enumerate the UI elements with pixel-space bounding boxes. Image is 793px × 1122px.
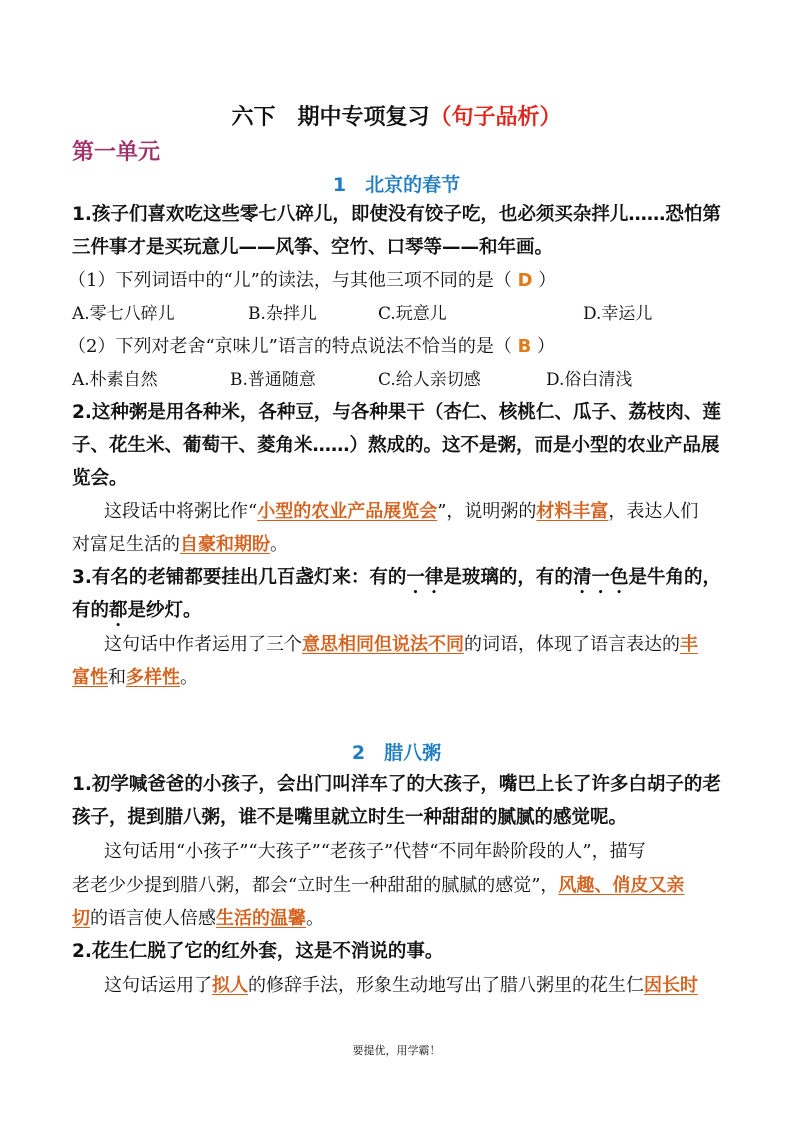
question-line — [72, 940, 443, 964]
text-segment: 这句话运用了 — [104, 975, 212, 996]
answer-highlight: 因长时 — [644, 975, 698, 996]
text-segment: 是牛角的， — [628, 567, 721, 588]
text-segment: 老老少少提到腊八粥，都会“立时生一种甜甜的腻腻的感觉”， — [72, 875, 559, 896]
text-segment: 对富足生活的 — [72, 534, 180, 555]
text-segment: 这段话中将粥比作“ — [104, 501, 258, 522]
text-segment: 这句话中作者运用了三个 — [104, 634, 302, 655]
text-segment: ） — [531, 336, 556, 357]
question-line — [72, 599, 202, 631]
text-segment: 这句话用“小孩子”“大孩子”“老孩子”代替“不同年龄阶段的人”，描写 — [104, 841, 646, 862]
text-line — [72, 874, 684, 898]
emphasis-text: 一律 — [406, 567, 444, 588]
text-line — [72, 907, 324, 931]
footer-slogan: 要提优，用学霸！ — [352, 1044, 441, 1057]
text-segment: 。 — [270, 534, 288, 555]
text-segment: （1）下列词语中的“儿”的读法，与其他三项不同的是（ — [68, 270, 518, 291]
text-segment: ，表达人们 — [608, 501, 699, 522]
choice-option: C.给人亲切感 — [378, 370, 481, 390]
choice-option: A.零七八碎儿 — [72, 304, 175, 324]
title-highlight: （句子品析） — [429, 105, 562, 130]
choice-option: D.俗白清浅 — [546, 370, 633, 390]
answer-letter: D — [517, 270, 533, 291]
emphasis-text: 都 — [109, 600, 128, 621]
question-line — [72, 566, 721, 598]
answer-highlight: 材料丰富 — [536, 501, 609, 522]
text-segment: （2）下列对老舍“京味儿”语言的特点说法不恰当的是（ — [68, 336, 518, 357]
choice-option: A.朴素自然 — [72, 370, 158, 390]
answer-highlight: 意思相同但说法不同 — [302, 634, 464, 655]
text-segment: 子、花生米、葡萄干、菱角米……）熬成的。这不是粥，而是小型的农业产品展 — [72, 435, 720, 456]
answer-highlight: 拟人 — [212, 975, 248, 996]
text-segment: 1.孩子们喜欢吃这些零七八碎儿，即使没有饺子吃，也必须买杂拌儿……恐怕第 — [72, 204, 721, 225]
text-segment: 。 — [306, 908, 324, 929]
text-line — [68, 269, 556, 293]
text-segment: 2.这种粥是用各种米，各种豆，与各种果干（杏仁、核桃仁、瓜子、荔枝肉、莲 — [72, 402, 721, 423]
text-segment: 3.有名的老铺都要挂出几百盏灯来：有的 — [72, 567, 407, 588]
choice-option: B.杂拌儿 — [248, 304, 317, 324]
question-line — [72, 401, 721, 425]
answer-highlight: 生活的温馨 — [216, 908, 306, 929]
answer-highlight: 富性 — [72, 667, 108, 688]
text-segment: 2.花生仁脱了它的红外套，这是不消说的事。 — [72, 941, 444, 962]
text-segment: 孩子，提到腊八粥，谁不是嘴里就立时生一种甜甜的腻腻的感觉呢。 — [72, 807, 628, 828]
choice-option: C.玩意儿 — [378, 304, 447, 324]
question-line — [72, 806, 627, 830]
choice-option: D.幸运儿 — [583, 304, 653, 324]
text-line — [104, 974, 698, 998]
text-segment: ”，说明粥的 — [437, 501, 537, 522]
text-segment: 的语言使人倍感 — [90, 908, 216, 929]
answer-highlight: 自豪和期盼 — [180, 534, 270, 555]
unit-heading: 第一单元 — [72, 140, 161, 165]
answer-highlight: 风趣、俏皮又亲 — [558, 875, 685, 896]
question-line — [72, 773, 721, 797]
text-line — [72, 666, 198, 690]
text-segment: ） — [532, 270, 557, 291]
answer-letter: B — [517, 336, 532, 357]
title-main: 六下 期中专项复习 — [231, 105, 430, 130]
text-segment: 是纱灯。 — [127, 600, 202, 621]
text-line — [104, 633, 698, 657]
answer-highlight: 丰 — [680, 634, 698, 655]
question-line — [72, 236, 553, 260]
text-segment: 的词语，体现了语言表达的 — [464, 634, 680, 655]
text-segment: 。 — [180, 667, 198, 688]
answer-highlight: 小型的农业产品展览会 — [257, 501, 438, 522]
answer-highlight: 多样性 — [126, 667, 180, 688]
question-line — [72, 203, 721, 227]
text-segment: 三件事才是买玩意儿——风筝、空竹、口琴等——和年画。 — [72, 237, 554, 258]
page-title — [0, 100, 793, 131]
text-segment: 1.初学喊爸爸的小孩子，会出门叫洋车了的大孩子，嘴巴上长了许多白胡子的老 — [72, 774, 721, 795]
lesson-heading-1: 1 北京的春节 — [332, 174, 461, 196]
text-segment: 是玻璃的，有的 — [443, 567, 573, 588]
question-line — [72, 434, 720, 458]
lesson-heading-2: 2 腊八粥 — [351, 742, 442, 764]
text-line — [68, 335, 555, 359]
question-line — [72, 467, 128, 491]
text-segment: 有的 — [72, 600, 110, 621]
text-line — [104, 500, 698, 524]
text-line — [104, 840, 646, 864]
text-segment: 览会。 — [72, 468, 128, 489]
emphasis-text: 清一色 — [572, 567, 629, 588]
answer-highlight: 切 — [72, 908, 90, 929]
text-segment: 的修辞手法，形象生动地写出了腊八粥里的花生仁 — [248, 975, 644, 996]
text-line — [72, 533, 288, 557]
text-segment: 和 — [108, 667, 126, 688]
choice-option: B.普通随意 — [230, 370, 316, 390]
